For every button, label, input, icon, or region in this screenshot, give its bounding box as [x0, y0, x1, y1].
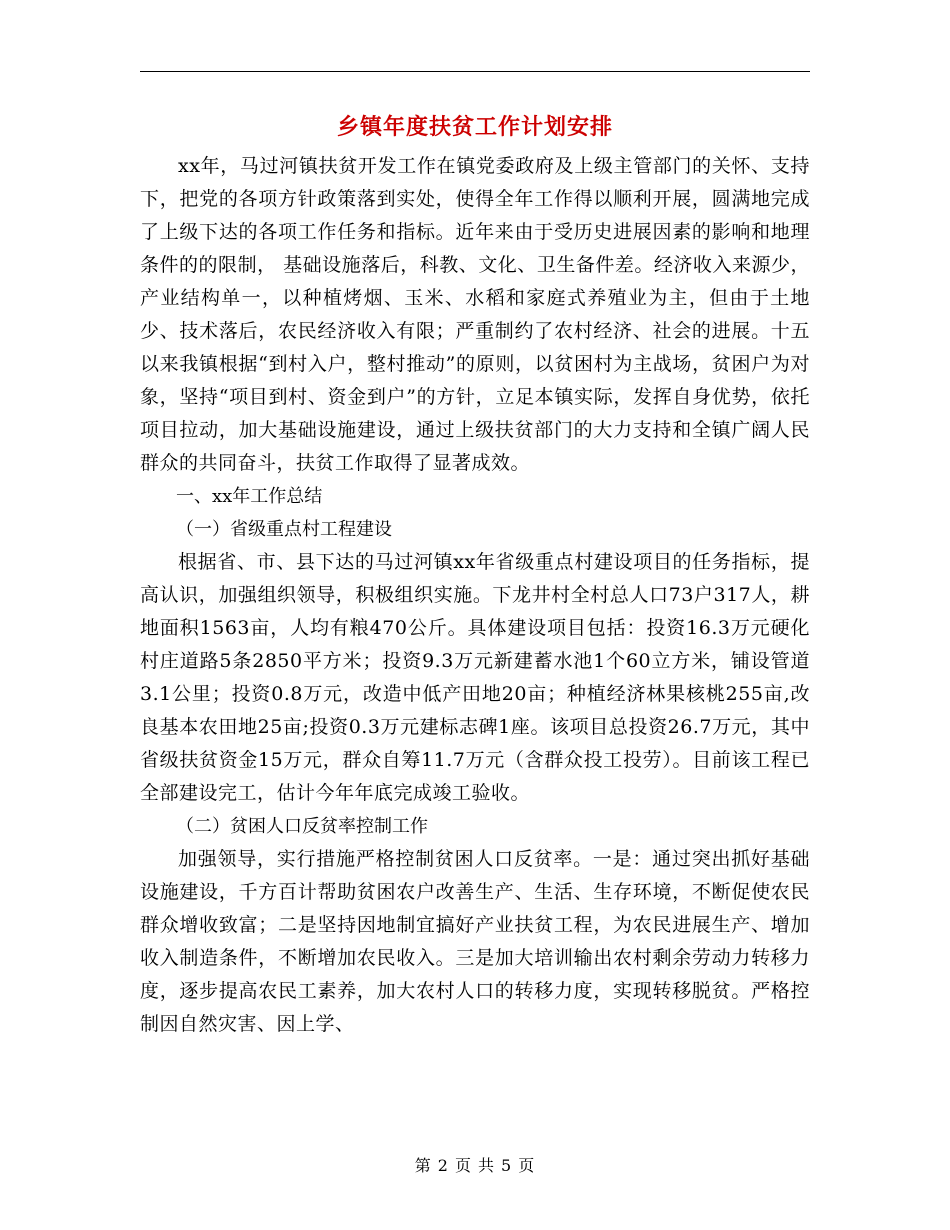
intro-paragraph: xx年，马过河镇扶贫开发工作在镇党委政府及上级主管部门的关怀、支持下，把党的各项方针政策落到实处，使得全年工作得以顺利开展，圆满地完成了上级下达的各项工作任务和指标。近年来由于受历史进展因素的影响和地理条件的的限制， 基础设施落后，科教、文化、卫生备件差。经济收入来源少，产业结构单一，以种植烤烟、玉米、水稻和家庭式养殖业为主，但由于土地少、技术落后，农民经济收入有限；严重制约了农村经济、社会的进展。十五以来我镇根据“到村入户，整村推动”的原则，以贫困村为主战场，贫困户为对象，坚持“项目到村、资金到户”的方针，立足本镇实际，发挥自身优势，依托项目拉动，加大基础设施建设，通过上级扶贫部门的大力支持和全镇广阔人民群众的共同奋斗，扶贫工作取得了显著成效。: [140, 155, 810, 474]
subsection-heading-2: （二）贫困人口反贫率控制工作: [176, 816, 428, 837]
header-rule: [140, 71, 810, 72]
section-heading-summary: 一、xx年工作总结: [176, 486, 323, 507]
footer-page-current: 2: [437, 1156, 449, 1175]
document-body: [140, 150, 810, 1041]
footer-middle: 页 共: [454, 1156, 496, 1175]
footer-prefix: 第: [414, 1156, 432, 1175]
subsection-heading-1: （一）省级重点村工程建设: [176, 519, 392, 540]
document-title: 乡镇年度扶贫工作计划安排: [336, 114, 613, 140]
subsection-1-paragraph: 根据省、市、县下达的马过河镇xx年省级重点村建设项目的任务指标，提高认识，加强组织领导，积极组织实施。下龙井村全村总人口73户317人，耕地面积1563亩，人均有粮470公斤。具体建设项目包括：投资16.3万元硬化村庄道路5条2850平方米；投资9.3万元新建蓄水池1个60立方米，铺设管道3.1公里；投资0.8万元，改造中低产田地20亩；种植经济林果核桃255亩,改良基本农田地25亩;投资0.3万元建标志碑1座。该项目总投资26.7万元，其中省级扶贫资金15万元，群众自筹11.7万元（含群众投工投劳）。目前该工程已全部建设完工，估计今年年底完成竣工验收。: [140, 551, 810, 804]
page-footer: [0, 1153, 950, 1176]
footer-suffix: 页: [518, 1156, 536, 1175]
footer-page-total: 5: [501, 1156, 513, 1175]
subsection-2-paragraph: 加强领导，实行措施严格控制贫困人口反贫率。一是：通过突出抓好基础设施建设，千方百计帮助贫困农户改善生产、生活、生存环境，不断促使农民群众增收致富；二是坚持因地制宜搞好产业扶贫工程，为农民进展生产、增加收入制造条件，不断增加农民收入。三是加大培训输出农村剩余劳动力转移力度，逐步提高农民工素养，加大农村人口的转移力度，实现转移脱贫。严格控制因自然灾害、因上学、: [140, 848, 810, 1035]
